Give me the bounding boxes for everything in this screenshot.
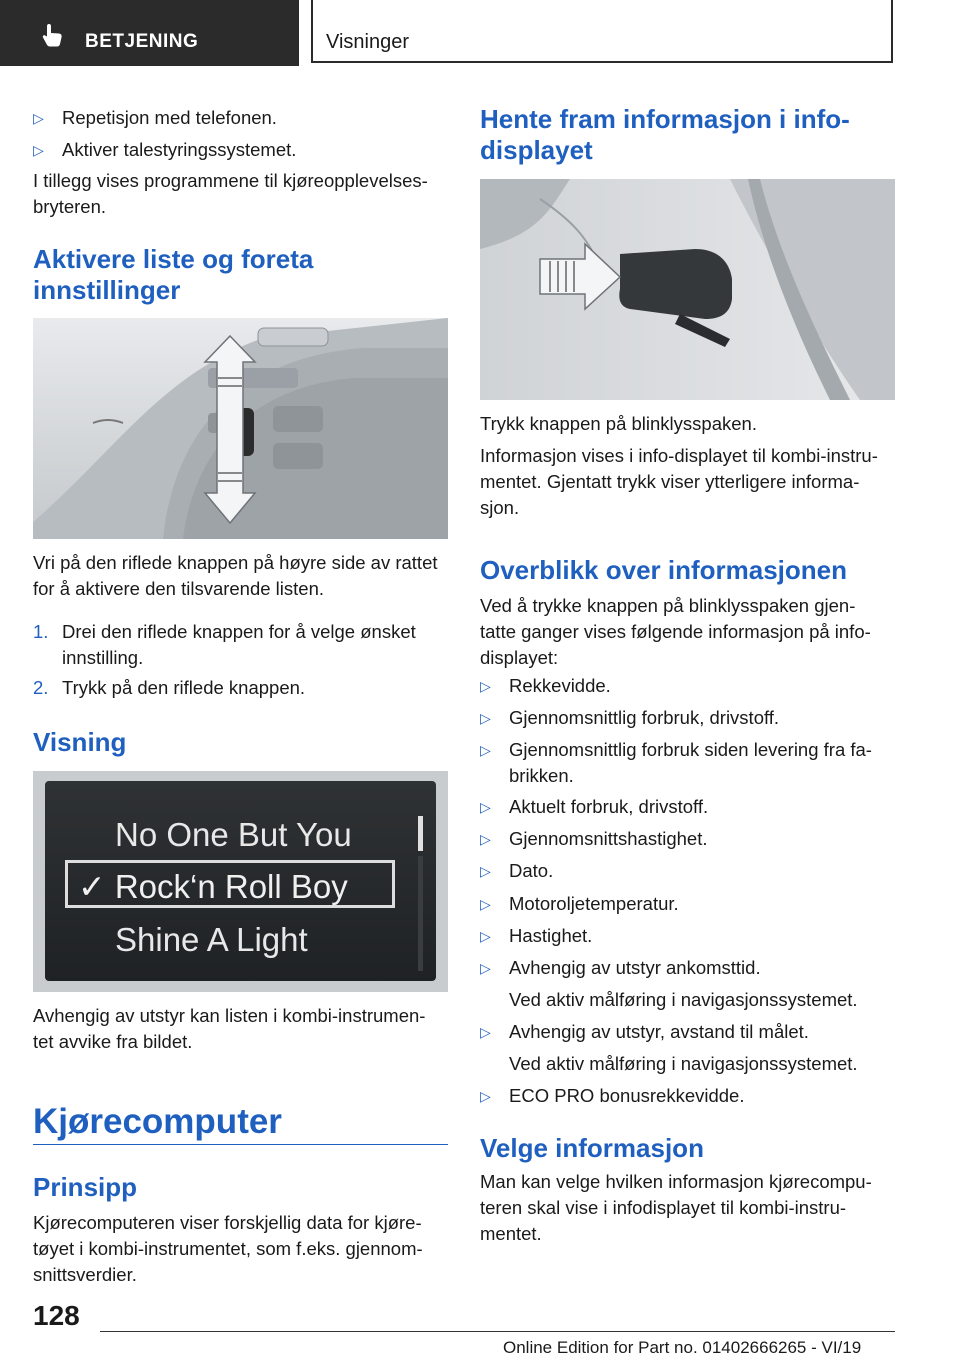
- hand-pointer-icon: [40, 22, 66, 48]
- display-item-selected: ✓ Rock‘n Roll Boy: [78, 868, 348, 905]
- triangle-bullet-icon: ▷: [33, 142, 44, 158]
- heading-aktivere: Aktivere liste og foreta innstillinger: [33, 244, 314, 305]
- steering-wheel-image: [33, 318, 448, 539]
- paragraph-prinsipp: Kjørecomputeren viser forskjellig data for kjøre- tøyet i kombi-instrumentet, som f.eks. gjennom- snittsverdier.: [33, 1212, 423, 1285]
- stalk-illustration: [480, 179, 895, 400]
- heading-velge: Velge informasjon: [480, 1133, 704, 1163]
- caption-steering: Vri på den riflede knappen på høyre side av rattet for å aktivere den tilsvarende listen.: [33, 552, 438, 599]
- heading-prinsipp: Prinsipp: [33, 1172, 138, 1202]
- display-item: No One But You: [115, 816, 352, 853]
- heading-visning: Visning: [33, 727, 127, 757]
- page-number: 128: [33, 1300, 80, 1331]
- triangle-bullet-icon: ▷: [480, 799, 491, 815]
- triangle-bullet-icon: ▷: [480, 1024, 491, 1040]
- triangle-bullet-icon: ▷: [480, 831, 491, 847]
- page-header: [0, 0, 960, 66]
- display-item: Shine A Light: [115, 921, 308, 958]
- triangle-bullet-icon: ▷: [480, 742, 491, 758]
- footer-rule: [100, 1331, 895, 1332]
- list-item-note: Ved aktiv målføring i navigasjonssystemet.: [509, 1053, 858, 1074]
- steering-wheel-illustration: [33, 318, 448, 539]
- scrollbar-thumb: [418, 816, 423, 851]
- display-image: [33, 771, 448, 992]
- paragraph-info: Informasjon vises i info-displayet til kombi-instru- mentet. Gjentatt trykk viser ytterligere informa- sjon.: [480, 445, 878, 518]
- paragraph-velge: Man kan velge hvilken informasjon kjørecompu- teren skal vise i infodisplayet til kombi-instru- mentet.: [480, 1171, 872, 1244]
- paragraph-overblikk: Ved å trykke knappen på blinklysspaken gjen- tatte ganger vises følgende informasjon på info- displayet:: [480, 595, 871, 668]
- chapter-title: Visninger: [326, 31, 410, 53]
- display-screen: [45, 781, 436, 981]
- chapter-tab: [311, 0, 893, 63]
- heading-overblikk: Overblikk over informasjonen: [480, 555, 848, 585]
- list-item-note: Ved aktiv målføring i navigasjonssystemet.: [509, 989, 858, 1010]
- triangle-bullet-icon: ▷: [480, 896, 491, 912]
- triangle-bullet-icon: ▷: [33, 110, 44, 126]
- caption-stalk: Trykk knappen på blinklysspaken.: [480, 413, 757, 434]
- triangle-bullet-icon: ▷: [480, 960, 491, 976]
- triangle-bullet-icon: ▷: [480, 863, 491, 879]
- section-label: BETJENING: [85, 31, 199, 52]
- heading-kjorecomputer: Kjørecomputer: [33, 1102, 282, 1141]
- section-tab: [0, 0, 299, 66]
- triangle-bullet-icon: ▷: [480, 710, 491, 726]
- turn-signal-stalk-image: [480, 179, 895, 400]
- heading-hente: Hente fram informasjon i info- displayet: [480, 104, 850, 165]
- caption-display: Avhengig av utstyr kan listen i kombi-instrumen- tet avvike fra bildet.: [33, 1005, 426, 1052]
- triangle-bullet-icon: ▷: [480, 1088, 491, 1104]
- scrollbar-track: [418, 856, 423, 971]
- edition-note: Online Edition for Part no. 01402666265 - VI/19: [503, 1338, 862, 1357]
- triangle-bullet-icon: ▷: [480, 678, 491, 694]
- paragraph: I tillegg vises programmene til kjøreopplevelses- bryteren.: [33, 170, 428, 217]
- triangle-bullet-icon: ▷: [480, 928, 491, 944]
- heading-rule: [33, 1144, 448, 1145]
